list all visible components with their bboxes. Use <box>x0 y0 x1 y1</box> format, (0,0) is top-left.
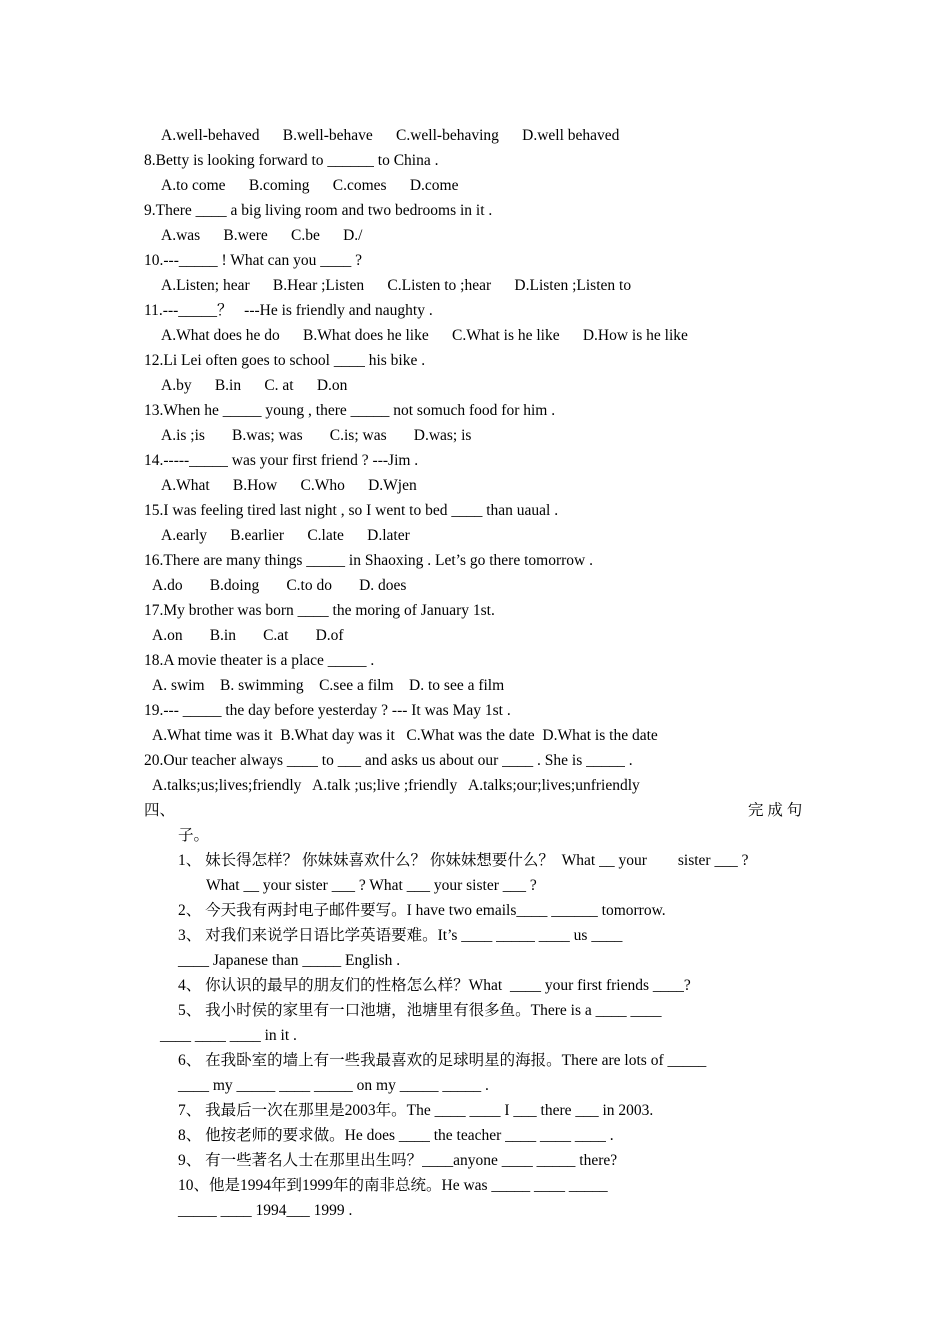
question-19: 19.--- _____ the day before yesterday ? --- It was May 1st . <box>144 702 511 719</box>
question-14: 14.-----_____ was your first friend ? ---Jim . <box>144 452 419 469</box>
q14-options: A.What B.How C.Who D.Wjen <box>161 477 417 494</box>
q16-options: A.do B.doing C.to do D. does <box>152 577 407 594</box>
item-6-continued: ____ my _____ ____ _____ on my _____ _____ . <box>178 1077 489 1094</box>
question-10: 10.---_____ ! What can you ____ ? <box>144 252 362 269</box>
question-20: 20.Our teacher always ____ to ___ and asks us about our ____ . She is _____ . <box>144 752 633 769</box>
item-10: 10、他是1994年到1999年的南非总统。He was _____ ____ _____ <box>178 1177 608 1194</box>
q9-options: A.was B.were C.be D./ <box>161 227 363 244</box>
q18-options: A. swim B. swimming C.see a film D. to see a film <box>152 677 505 694</box>
q13-options: A.is ;is B.was; was C.is; was D.was; is <box>161 427 472 444</box>
q10-options: A.Listen; hear B.Hear ;Listen C.Listen to ;hear D.Listen ;Listen to <box>161 277 632 294</box>
item-7: 7、 我最后一次在那里是2003年。The ____ ____ I ___ there ___ in 2003. <box>178 1102 654 1119</box>
q7-options: A.well-behaved B.well-behave C.well-behaving D.well behaved <box>161 127 620 144</box>
item-9: 9、 有一些著名人士在那里出生吗？____anyone ____ _____ there? <box>178 1152 618 1169</box>
q20-options: A.talks;us;lives;friendly A.talk ;us;live ;friendly A.talks;our;lives;unfriendly <box>152 777 640 794</box>
question-13: 13.When he _____ young , there _____ not somuch food for him . <box>144 402 556 419</box>
item-10-continued: _____ ____ 1994___ 1999 . <box>178 1202 353 1219</box>
item-2: 2、 今天我有两封电子邮件要写。I have two emails____ ______ tomorrow. <box>178 902 666 919</box>
item-5: 5、 我小时侯的家里有一口池塘，池塘里有很多鱼。There is a ____ ____ <box>178 1002 662 1019</box>
item-3-continued: ____ Japanese than _____ English . <box>178 952 401 969</box>
q8-options: A.to come B.coming C.comes D.come <box>161 177 459 194</box>
item-1: 1、 妹长得怎样？ 你妹妹喜欢什么？ 你妹妹想要什么？ What __ your sister ___ ? <box>178 852 749 869</box>
item-1-continued: What __ your sister ___ ? What ___ your sister ___ ? <box>206 877 537 894</box>
item-4: 4、 你认识的最早的朋友们的性格怎么样？What ____ your first friends ____? <box>178 977 691 994</box>
item-8: 8、 他按老师的要求做。He does ____ the teacher ____ ____ ____ . <box>178 1127 614 1144</box>
section-title: 完 成 句 <box>748 802 803 819</box>
q15-options: A.early B.earlier C.late D.later <box>161 527 410 544</box>
question-11: 11.---_____？ ---He is friendly and naughty . <box>144 302 433 319</box>
question-17: 17.My brother was born ____ the moring of January 1st. <box>144 602 495 619</box>
question-16: 16.There are many things _____ in Shaoxing . Let’s go there tomorrow . <box>144 552 593 569</box>
item-6: 6、 在我卧室的墙上有一些我最喜欢的足球明星的海报。There are lots of _____ <box>178 1052 707 1069</box>
question-9: 9.There ____ a big living room and two bedrooms in it . <box>144 202 493 219</box>
section-title-continued: 子。 <box>178 827 210 844</box>
q17-options: A.on B.in C.at D.of <box>152 627 344 644</box>
item-5-continued: ____ ____ ____ in it . <box>160 1027 297 1044</box>
question-12: 12.Li Lei often goes to school ____ his bike . <box>144 352 426 369</box>
q19-options: A.What time was it B.What day was it C.What was the date D.What is the date <box>152 727 658 744</box>
question-15: 15.I was feeling tired last night , so I went to bed ____ than uaual . <box>144 502 559 519</box>
question-18: 18.A movie theater is a place _____ . <box>144 652 375 669</box>
section-number: 四、 <box>144 802 176 819</box>
q11-options: A.What does he do B.What does he like C.What is he like D.How is he like <box>161 327 688 344</box>
item-3: 3、 对我们来说学日语比学英语要难。It’s ____ _____ ____ us ____ <box>178 927 623 944</box>
question-8: 8.Betty is looking forward to ______ to China . <box>144 152 439 169</box>
q12-options: A.by B.in C. at D.on <box>161 377 348 394</box>
